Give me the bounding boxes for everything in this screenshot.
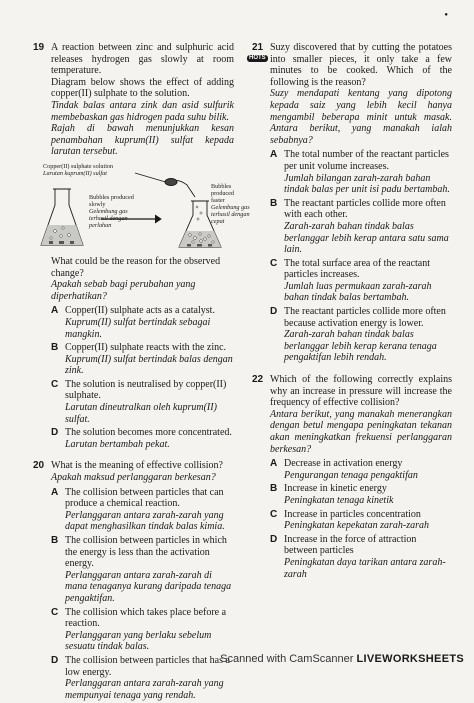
option-letter: A: [51, 305, 59, 317]
option-letter: A: [270, 149, 278, 161]
diagram-label: Gelembung gas: [89, 207, 128, 215]
option-text-en: The collision between particles in which the energy is less than the activation energy.: [65, 535, 227, 570]
question-21: [249, 42, 452, 364]
option-a[interactable]: [51, 487, 234, 533]
option-letter: B: [51, 535, 59, 546]
option-b[interactable]: [51, 342, 234, 377]
option-c[interactable]: [51, 379, 234, 425]
question-20: [33, 460, 234, 701]
diagram-label: produced: [211, 189, 235, 197]
option-a[interactable]: [51, 305, 234, 340]
option-text-ms: Jumlah bilangan zarah-zarah bahan tindak balas per unit isi padu bertambah.: [284, 172, 450, 196]
option-letter: D: [270, 533, 278, 545]
option-letter: D: [51, 654, 59, 666]
option-text-en: The total number of the reactant particles per unit volume increases.: [284, 149, 449, 172]
question-prompt-en: What could be the reason for the observed change?: [51, 255, 221, 279]
option-b[interactable]: [270, 198, 452, 256]
option-d[interactable]: [51, 655, 234, 701]
option-text-en: The solution is neutralised by copper(II) sulphate.: [65, 378, 227, 402]
option-c[interactable]: [270, 509, 452, 532]
diagram-label: cepat: [211, 217, 225, 225]
hots-badge: HOTS: [249, 55, 266, 61]
question-number: 19: [33, 42, 45, 53]
option-text-ms: Kuprum(II) sulfat bertindak sebagai mangkin.: [65, 316, 211, 340]
option-text-en: Decrease in activation energy: [284, 458, 403, 470]
option-text-ms: Perlanggaran yang berlaku sebelum sesuatu tindak balas.: [65, 629, 212, 653]
option-b[interactable]: [270, 483, 452, 506]
option-d[interactable]: [270, 306, 452, 364]
diagram-label: slowly: [89, 200, 106, 208]
option-text-en: The collision which takes place before a reaction.: [65, 606, 227, 630]
question-number: 20: [33, 460, 45, 472]
option-c[interactable]: [51, 607, 234, 653]
option-text-ms: Larutan dineutralkan oleh kuprum(II) sulfat.: [65, 402, 217, 425]
option-letter: A: [270, 458, 278, 470]
option-text-en: Copper(II) sulphate acts as a catalyst.: [65, 305, 215, 317]
option-text-en: Increase in particles concentration: [284, 508, 421, 520]
option-text-en: The collision between particles that has a low energy.: [65, 654, 230, 678]
liveworksheets-logo[interactable]: LIVEWORKSHEETS: [356, 653, 464, 665]
option-text-en: Copper(II) sulphate reacts with the zinc.: [65, 342, 227, 354]
diagram-label: Copper(II) sulphate solution: [43, 162, 114, 170]
question-stem-ms: Apakah maksud perlanggaran berkesan?: [51, 472, 216, 484]
option-text-en: The total surface area of the reactant particles increases.: [284, 257, 431, 281]
option-letter: B: [270, 197, 278, 209]
option-c[interactable]: [270, 258, 452, 304]
question-22: [252, 374, 452, 580]
option-text-en: The collision between particles that can produce a chemical reaction.: [65, 486, 224, 510]
option-letter: B: [51, 342, 59, 354]
question-19: [33, 42, 250, 450]
option-text-ms: Pengurangan tenaga pengaktifan: [284, 469, 418, 481]
option-text-ms: Kuprum(II) sulfat bertindak balas dengan zink.: [65, 353, 233, 377]
option-text-ms: Perlanggaran antara zarah-zarah yang mempunyai tenaga yang rendah.: [65, 678, 224, 701]
question-number: 21: [252, 42, 264, 53]
option-letter: A: [51, 486, 59, 498]
option-d[interactable]: [270, 534, 452, 580]
page-footer: [220, 653, 464, 665]
option-d[interactable]: [51, 427, 234, 450]
option-text-en: The solution becomes more concentrated.: [65, 427, 232, 439]
option-a[interactable]: [270, 458, 452, 481]
question-stem-ms: Tindak balas antara zink dan asid sulfurik membebaskan gas hidrogen pada suhu bilik.: [51, 99, 234, 123]
option-text-ms: Peningkatan daya tarikan antara zarah-zarah: [284, 556, 446, 580]
option-text-ms: Zarah-zarah bahan tindak balas berlanggar lebih kerap antara satu sama lain.: [284, 220, 449, 256]
option-text-ms: Perlanggaran antara zarah-zarah yang dapat menghasilkan tindak balas kimia.: [65, 509, 225, 533]
question-stem-en: A reaction between zinc and sulphuric acid releases hydrogen gas slowly at room temperature.: [51, 42, 234, 77]
option-text-ms: Peningkatan kepekatan zarah-zarah: [284, 520, 429, 532]
question-stem-ms: Suzy mendapati kentang yang dipotong kepada saiz yang lebih kecil hanya mengambil beberapa minit untuk masak. Antara berikut, yang manakah ialah sebabnya?: [270, 88, 452, 146]
reaction-diagram: [37, 161, 250, 253]
option-text-en: The reactant particles collide more often because activation energy is lower.: [284, 306, 446, 329]
diagram-label: terhasil dengan: [211, 210, 250, 218]
option-text-en: Increase in the force of attraction between particles: [284, 533, 417, 557]
option-letter: B: [270, 483, 278, 495]
answer-options: [51, 487, 234, 702]
option-text-ms: Larutan bertambah pekat.: [65, 438, 170, 450]
diagram-label: Bubbles: [211, 182, 232, 190]
option-text-ms: Zarah-zarah bahan tindak balas berlanggar lebih kerap kerana tenaga pengaktifan lebih rendah.: [284, 329, 437, 364]
question-stem-ms: Antara berikut, yang manakah menerangkan dengan betul mengapa peningkatan tekanan akan meningkatkan frekuensi perlanggaran berkesan?: [270, 408, 452, 455]
question-number: 22: [252, 374, 264, 386]
answer-options: [51, 305, 234, 450]
diagram-label: perlahan: [89, 221, 112, 229]
option-letter: C: [51, 606, 59, 618]
diagram-label: Bubbles produced: [89, 193, 134, 201]
diagram-label: Larutan kuprum(II) sulfat: [43, 169, 107, 177]
option-text-ms: Peningkatan tenaga kinetik: [284, 494, 394, 506]
answer-options: [270, 149, 452, 364]
question-stem-en: Suzy discovered that by cutting the potatoes into smaller pieces, it only take a few minutes to be cooked. Which of the following is the reason?: [270, 42, 452, 88]
diagram-label: Gelembung gas: [211, 203, 250, 211]
option-text-en: Increase in kinetic energy: [284, 483, 387, 495]
option-letter: C: [270, 257, 278, 269]
question-stem-en: What is the meaning of effective collision?: [51, 460, 223, 472]
left-column: [33, 42, 250, 703]
question-prompt-ms: Apakah sebab bagi perubahan yang diperhatikan?: [51, 279, 196, 302]
page-mark: ●: [444, 12, 448, 18]
question-stem-en: Which of the following correctly explains why an increase in pressure will increase the frequency of effective collision?: [270, 374, 452, 409]
answer-options: [270, 458, 452, 580]
option-letter: D: [51, 427, 59, 439]
option-text-en: The reactant particles collide more often with each other.: [284, 197, 446, 221]
right-column: [249, 42, 452, 582]
diagram-label: terhasil dengan: [89, 214, 128, 222]
option-letter: C: [270, 508, 278, 520]
option-letter: C: [51, 378, 59, 390]
question-stem-en-2: Diagram below shows the effect of adding copper(II) sulphate to the solution.: [51, 76, 234, 100]
option-letter: D: [270, 306, 278, 318]
question-stem-ms-2: Rajah di bawah menunjukkan kesan penambahan kuprum(II) sulfat kepada larutan tersebut.: [51, 123, 234, 158]
diagram-label: faster: [211, 196, 225, 204]
option-b[interactable]: [51, 535, 234, 605]
option-text-ms: Jumlah luas permukaan zarah-zarah bahan tindak balas bertambah.: [284, 280, 432, 304]
scanner-watermark: Scanned with CamScanner: [220, 653, 354, 665]
option-text-ms: Perlanggaran antara zarah-zarah di mana tenaganya kurang daripada tenaga pengaktifan.: [65, 569, 232, 604]
option-a[interactable]: [270, 149, 452, 195]
